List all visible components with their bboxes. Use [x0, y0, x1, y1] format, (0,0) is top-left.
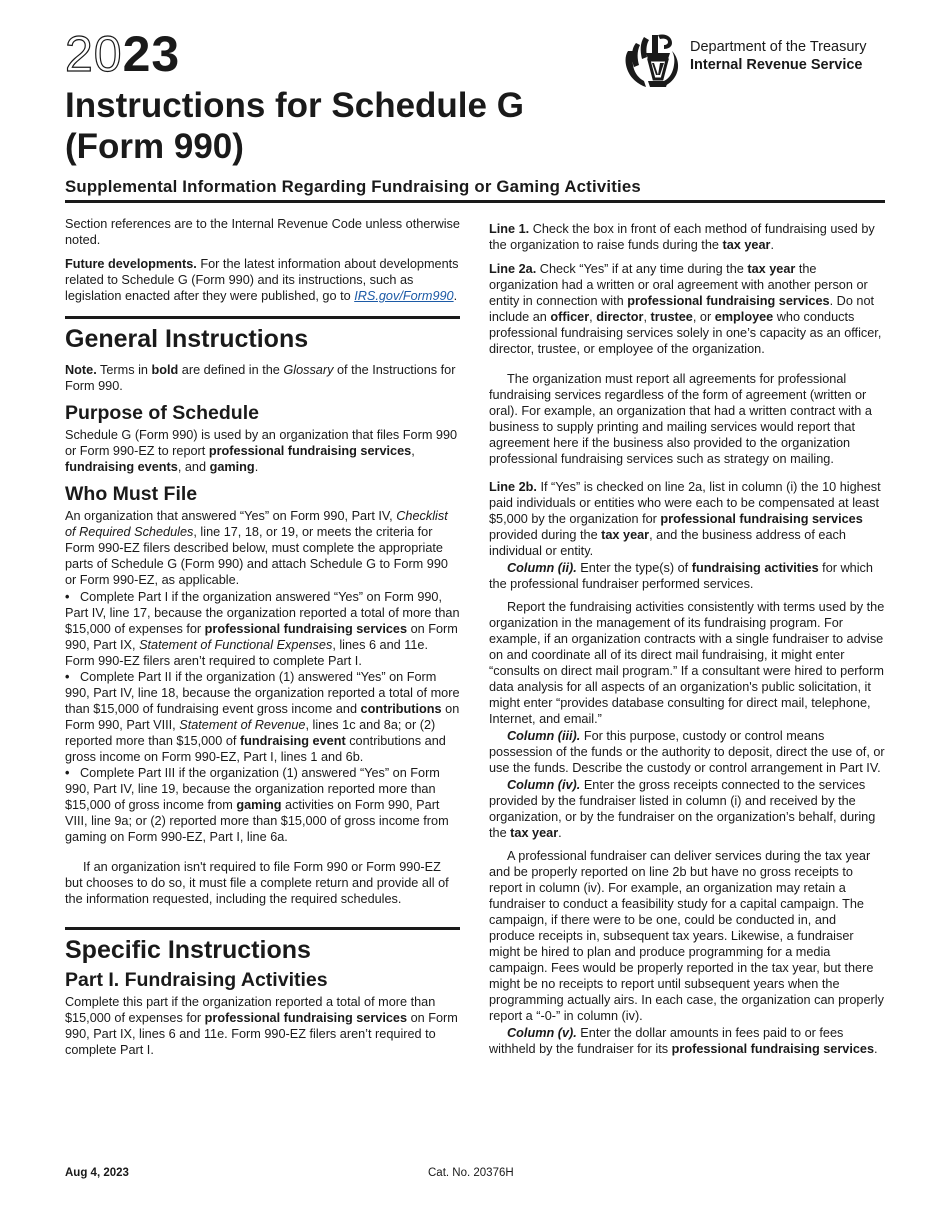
b3-text2: activities on Form 990, Part VIII, line 9a; or (2) reported more than $15,000 of gross income from gaming on Form 990-EZ, Part I, line 6a.	[65, 798, 449, 844]
line2a-bold2: professional fundraising services	[627, 294, 830, 308]
line2b-text3: , and the business address of each individual or entity.	[489, 528, 846, 558]
b2-bold1: contributions	[360, 702, 442, 716]
line2a-bold4: director	[596, 310, 644, 324]
page-subtitle: Supplemental Information Regarding Fundraising or Gaming Activities	[65, 177, 641, 196]
column-iv-label: Column (iv).	[507, 778, 581, 792]
line2a-bold6: employee	[714, 310, 774, 324]
professional-fundraiser-paragraph: A professional fundraiser can deliver services during the tax year and be properly reported on line 2b but have no gross receipts to report in column (iv). For example, an organization may retain a fundraiser to conduct a feasibility study for a capital campaign. The campaign, if there were to be one, could be conducted in, and produce receipts in, subsequent tax years. Likewise, a fundraiser might be hired to plan and produce programming for a media campaign. Fees would be properly reported in the tax year, but there might be no receipts to report until subsequent years when the programming actually airs. In each case, the organization can properly report a “-0-” in column (iv).	[489, 849, 884, 1023]
line2a-bold3: officer	[550, 310, 590, 324]
column-v-paragraph	[489, 1025, 885, 1057]
b2-italic1: Statement of Revenue	[179, 718, 306, 732]
title-line2: (Form 990)	[65, 127, 244, 166]
column-iv-bold1: tax year	[510, 826, 559, 840]
if-not-required-paragraph: If an organization isn't required to file Form 990 or Form 990-EZ but chooses to do so, it must file a complete return and provide all of the information requested, including the required schedules.	[65, 860, 449, 906]
part1-text2: on Form 990, Part IX, lines 6 and 11e. Form 990-EZ filers aren’t required to complete Part I.	[65, 1011, 458, 1057]
who-must-file-paragraph	[65, 508, 460, 588]
irs-form990-link[interactable]: IRS.gov/Form990	[354, 289, 454, 303]
general-instructions-heading: General Instructions	[65, 316, 460, 354]
b3-text1: Complete Part III if the organization (1) answered “Yes” on Form 990, Part IV, line 19, because the organization reported more than $15,000 of gross income from	[65, 766, 440, 812]
line1-text1: Check the box in front of each method of fundraising used by the organization to raise funds during the	[489, 222, 875, 252]
year-solid: 23	[122, 26, 181, 82]
line2a-bold5: trustee	[650, 310, 693, 324]
purpose-heading: Purpose of Schedule	[65, 402, 259, 424]
note-glossary: Glossary	[283, 363, 334, 377]
part1-text1: Complete this part if the organization reported a total of more than $15,000 of expenses for	[65, 995, 436, 1025]
purpose-text3: , and	[177, 460, 210, 474]
line2a-text4: ,	[589, 310, 597, 324]
column-iii-paragraph	[489, 728, 885, 776]
column-v-bold1: professional fundraising services	[671, 1042, 875, 1056]
revision-date: Aug 4, 2023	[65, 1167, 129, 1179]
who-text2: , line 17, 18, or 19, or meets the criteria for Form 990-EZ filers described below, must complete the appropriate parts of Schedule G (Form 990) and attach Schedule G to Form 990 or Form 990-EZ, as applicable.	[65, 525, 448, 587]
purpose-bold1: professional fundraising services	[208, 444, 412, 458]
line1-text2: .	[770, 238, 774, 252]
part1-heading: Part I. Fundraising Activities	[65, 969, 328, 991]
bullet-2: •	[65, 670, 70, 684]
b2-bold2: fundraising event	[239, 734, 346, 748]
part1-paragraph	[65, 994, 460, 1058]
who-text1: An organization that answered “Yes” on Form 990, Part IV,	[65, 509, 397, 523]
column-v-label: Column (v).	[507, 1026, 577, 1040]
note-bold: bold	[151, 363, 179, 377]
note-label: Note.	[65, 363, 97, 377]
line2b-paragraph	[489, 479, 885, 559]
line2a-paragraph	[489, 261, 885, 357]
part1-bold1: professional fundraising services	[204, 1011, 408, 1025]
column-ii-text1: Enter the type(s) of	[576, 561, 692, 575]
future-developments-paragraph	[65, 256, 460, 304]
specific-instructions-heading: Specific Instructions	[65, 927, 460, 965]
agency-line1: Department of the Treasury	[690, 39, 867, 55]
line2a-text6: , or	[692, 310, 715, 324]
who-must-file-heading: Who Must File	[65, 483, 198, 505]
note-paragraph	[65, 362, 460, 394]
line2a-label: Line 2a.	[489, 262, 537, 276]
intro-paragraph: Section references are to the Internal Revenue Code unless otherwise noted.	[65, 217, 460, 247]
who-italic1: Checklist of Required Schedules	[65, 509, 448, 539]
future-end: .	[453, 289, 458, 303]
b1-text3: , lines 6 and 11e. Form 990-EZ filers aren’t required to complete Part I.	[65, 638, 429, 668]
list-item	[65, 589, 460, 669]
line2b-label: Line 2b.	[489, 480, 537, 494]
line1-bold1: tax year	[722, 238, 771, 252]
b2-text1: Complete Part II if the organization (1) answered “Yes” on Form 990, Part IV, line 18, because the organization reported a total of more than $15,000 of fundraising event gross income and	[65, 670, 460, 716]
purpose-text2: ,	[411, 444, 415, 458]
column-v-text1: Enter the dollar amounts in fees paid to or fees withheld by the fundraiser for its	[489, 1026, 844, 1056]
line1-label: Line 1.	[489, 222, 530, 236]
column-iii-text1: For this purpose, custody or control means possession of the funds or the authority to deposit, direct the use of, or use the funds. Describe the custody or control arrangement in Part IV.	[489, 729, 885, 775]
column-iv-text2: .	[558, 826, 562, 840]
list-item	[65, 765, 460, 845]
b1-italic1: Statement of Functional Expenses	[139, 638, 333, 652]
purpose-paragraph	[65, 427, 460, 475]
line2a-text7: who conducts professional fundraising services solely in one’s capacity as an officer, director, trustee, or employee of the organization.	[489, 310, 882, 356]
line2a-bold1: tax year	[747, 262, 796, 276]
line2b-text2: provided during the	[489, 528, 602, 542]
line2b-bold1: professional fundraising services	[660, 512, 863, 526]
purpose-bold3: gaming	[209, 460, 255, 474]
note-text2: are defined in the	[178, 363, 284, 377]
catalog-number: Cat. No. 20376H	[428, 1167, 514, 1179]
bullet-3: •	[65, 766, 70, 780]
column-iii-label: Column (iii).	[507, 729, 581, 743]
who-must-file-list	[65, 589, 460, 845]
b1-bold1: professional fundraising services	[204, 622, 408, 636]
irs-eagle-logo-icon	[622, 31, 687, 89]
line2b-text1: If “Yes” is checked on line 2a, list in column (i) the 10 highest paid individuals or entities who were each to be compensated at least $5,000 by the organization for	[489, 480, 881, 526]
report-paragraph: Report the fundraising activities consistently with terms used by the organization in the management of its fundraising program. For example, if an organization contracts with a single fundraiser to advise on and coordinate all of its direct mail fundraising, it might enter “consults on direct mail program.” If a consultant were hired to perform data analysis for all aspects of an organization's public solicitation, it might enter “provides database consulting for direct mail, telephone, Internet, and email.”	[489, 600, 885, 726]
year-outline: 20	[65, 26, 123, 82]
left-column	[65, 216, 460, 1066]
agency-line2: Internal Revenue Service	[690, 57, 863, 73]
b2-text2: on Form 990, Part VIII,	[65, 702, 460, 732]
note-text3: of the Instructions for Form 990.	[65, 363, 456, 393]
note-text1: Terms in	[96, 363, 152, 377]
future-label: Future developments.	[65, 257, 197, 271]
bullet-1: •	[65, 590, 70, 604]
column-iv-text1: Enter the gross receipts connected to the services provided by the fundraiser listed in column (i) and received by the organization, or by the fundraiser on the organization’s behalf, during the	[489, 778, 876, 840]
line2a-text2: the organization had a written or oral agreement with another person or entity in connection with	[489, 262, 868, 308]
agreements-paragraph: The organization must report all agreements for professional fundraising services regardless of the form of agreement (written or oral). For example, an organization that had a written contract with a business to supply printing and mailing services would report that agreement here if the business also provided to the organization professional fundraising services such as strategy on mailing.	[489, 372, 872, 466]
list-item	[65, 669, 460, 765]
future-text: For the latest information about developments related to Schedule G (Form 990) and its instructions, such as legislation enacted after they were published, go to	[65, 257, 459, 303]
tax-year	[65, 28, 180, 80]
b1-text1: Complete Part I if the organization answered “Yes” on Form 990, Part IV, line 17, because the organization reported a total of more than $15,000 of expenses for	[65, 590, 460, 636]
title-line1: Instructions for Schedule G	[65, 86, 524, 125]
b2-text4: contributions and gross income on Form 990-EZ, Part I, lines 1 and 6b.	[65, 734, 446, 764]
b1-text2: on Form 990, Part IX,	[65, 622, 458, 652]
column-v-text2: .	[874, 1042, 878, 1056]
line1-paragraph	[489, 221, 885, 253]
b3-bold1: gaming	[236, 798, 282, 812]
purpose-text1: Schedule G (Form 990) is used by an organization that files Form 990 or Form 990-EZ to report	[65, 428, 458, 458]
line2a-text5: ,	[643, 310, 651, 324]
line2b-bold2: tax year	[601, 528, 650, 542]
column-ii-paragraph	[489, 560, 885, 592]
purpose-text4: .	[254, 460, 259, 474]
agency-name	[690, 38, 867, 74]
line2a-text1: Check “Yes” if at any time during the	[536, 262, 748, 276]
purpose-bold2: fundraising events	[65, 460, 178, 474]
page-title	[65, 85, 524, 167]
right-column	[489, 221, 885, 1058]
b2-text3: , lines 1c and 8a; or (2) reported more than $15,000 of	[65, 718, 436, 748]
column-ii-text2: for which the professional fundraiser performed services.	[489, 561, 873, 591]
line2a-text3: . Do not include an	[489, 294, 875, 324]
subtitle-rule	[65, 200, 885, 203]
column-ii-label: Column (ii).	[507, 561, 577, 575]
column-ii-bold1: fundraising activities	[691, 561, 819, 575]
column-iv-paragraph	[489, 777, 885, 841]
